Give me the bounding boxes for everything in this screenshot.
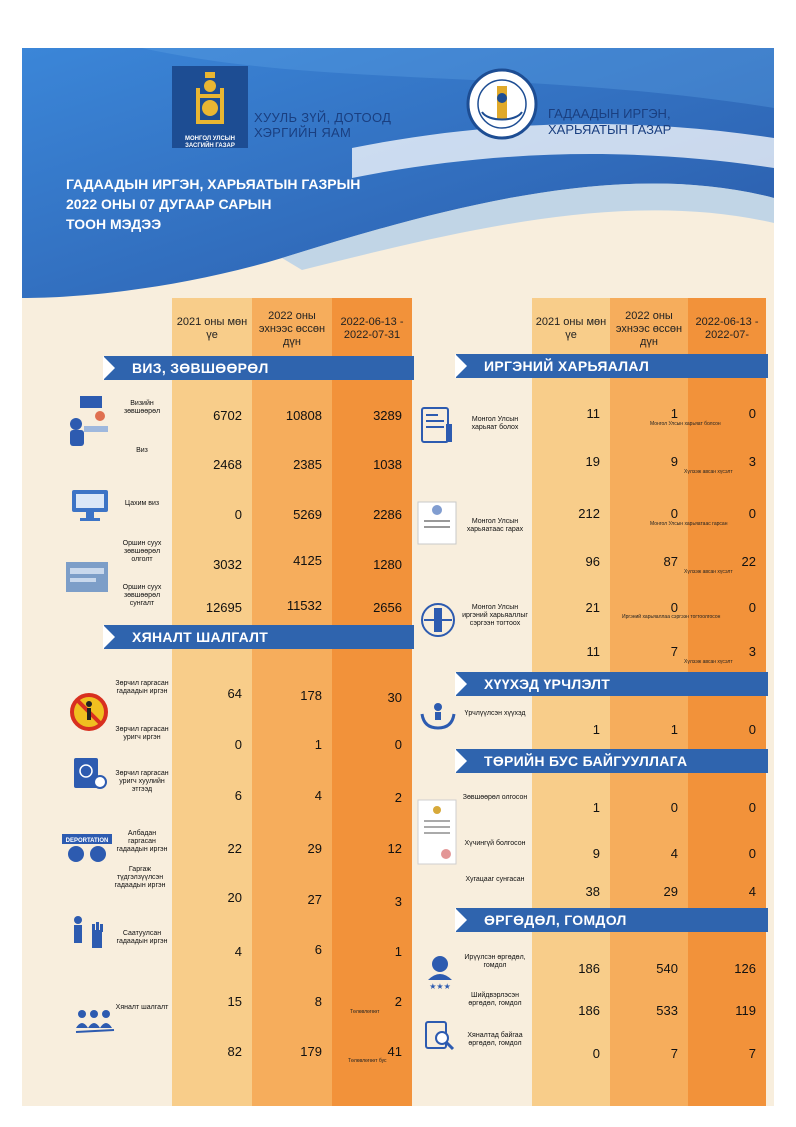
value-cell: 119 [735, 1003, 756, 1018]
value-cell: 0 [748, 506, 756, 521]
complaints-label: Хяналтад байгаа өргөдөл, гомдол [467, 1032, 523, 1047]
value-cell: 6 [234, 788, 242, 803]
value-cell: 3 [748, 454, 756, 469]
value-cell: 8 [314, 994, 322, 1009]
value-cell: 15 [227, 994, 242, 1009]
control-label: Гаргаж түдгэлзүүлсэн гадаадын иргэн [114, 866, 166, 889]
section-ngo-title: ТӨРИЙН БУС БАЙГУУЛЛАГА [484, 753, 688, 769]
report-title-line-2: 2022 ОНЫ 07 ДУГААР САРЫН [66, 196, 272, 212]
right-col3-header: 2022-06-13 - 2022-07- [695, 316, 759, 341]
left-table-header [172, 300, 412, 358]
right-col1-header: 2021 оны мөн үе [535, 316, 607, 341]
no-entry-person-icon [70, 693, 108, 731]
control-label: Зөрчил гаргасан гадаадын иргэн [115, 680, 169, 695]
section-complaints-header [456, 908, 768, 932]
value-cell: 186 [578, 1003, 600, 1018]
control-label: Хяналт шалгалт [115, 1004, 169, 1011]
value-cell: 9 [670, 454, 678, 469]
header-banner [22, 48, 774, 298]
value-cell: 19 [585, 454, 600, 469]
ministry-name [254, 110, 391, 140]
value-cell: 0 [670, 506, 678, 521]
citizenship-emblem-icon [420, 602, 456, 638]
value-cell: 87 [663, 554, 678, 569]
value-cell: 5269 [293, 507, 322, 522]
section-visa-header [104, 356, 414, 380]
section-citizenship-title: ИРГЭНИЙ ХАРЬЯАЛАЛ [484, 358, 650, 374]
value-cell: 186 [578, 961, 600, 976]
value-cell: 2656 [373, 600, 402, 615]
value-cell: 3 [394, 894, 402, 909]
passport-check-icon [72, 756, 108, 792]
agency-line-2: ХАРЬЯАТЫН ГАЗАР [548, 122, 672, 137]
right-table-header [532, 300, 766, 358]
value-cell: 1 [670, 406, 678, 421]
value-cell: 4 [314, 788, 322, 803]
value-cell: 22 [741, 554, 756, 569]
value-cell: 27 [307, 892, 322, 907]
value-note: Төлөвлөгөөт бус [348, 1058, 387, 1064]
value-note: Иргэний харьяаллаа сэргээн тогтоолгосон [622, 614, 721, 620]
value-cell: 7 [748, 1046, 756, 1061]
value-cell: 540 [656, 961, 678, 976]
section-arrow-icon [455, 354, 467, 378]
ngo-label: Хүчингүй болгосон [464, 840, 526, 847]
agency-seal-icon [466, 68, 538, 140]
control-label: Саатуулсан гадаадын иргэн [116, 930, 168, 945]
svg-text:★★★: ★★★ [429, 982, 451, 990]
section-ngo-header [456, 749, 768, 773]
value-cell: 0 [748, 406, 756, 421]
value-cell: 3 [748, 644, 756, 659]
svg-text:DEPORTATION: DEPORTATION [65, 838, 109, 844]
review-search-icon [424, 1020, 456, 1052]
value-cell: 2 [394, 994, 402, 1009]
section-arrow-icon [455, 908, 467, 932]
inspection-team-icon [74, 1008, 116, 1034]
value-cell: 1038 [373, 457, 402, 472]
value-cell: 0 [394, 737, 402, 752]
left-col2-header: 2022 оны эхнээс өссөн дүн [258, 309, 326, 348]
section-control-header [104, 625, 414, 649]
child-adoption-icon [420, 700, 456, 732]
control-label: Зөрчил гаргасан уригч иргэн [115, 726, 169, 741]
value-cell: 2468 [213, 457, 242, 472]
citizenship-label: Монгол Улсын иргэний харьяаллыг сэргээн тогтоох [462, 604, 528, 627]
value-cell: 1 [592, 722, 600, 737]
section-citizenship-header [456, 354, 768, 378]
value-note: Хүлээж авсан хүсэлт [684, 659, 733, 665]
infographic-sheet [22, 48, 774, 1106]
ministry-line-1: ХУУЛЬ ЗҮЙ, ДОТООД [254, 110, 392, 125]
value-cell: 9 [592, 846, 600, 861]
value-cell: 30 [387, 690, 402, 705]
section-control-title: ХЯНАЛТ ШАЛГАЛТ [132, 629, 269, 645]
section-complaints-title: ӨРГӨДӨЛ, ГОМДОЛ [484, 912, 627, 928]
value-cell: 1 [394, 944, 402, 959]
ngo-label: Зөвшөөрөл олгосон [462, 794, 528, 801]
value-cell: 7 [670, 644, 678, 659]
value-cell: 0 [670, 600, 678, 615]
value-cell: 21 [585, 600, 600, 615]
report-title-line-1: ГАДААДЫН ИРГЭН, ХАРЬЯАТЫН ГАЗРЫН [66, 176, 361, 192]
value-cell: 0 [234, 737, 242, 752]
visa-label: Виз [136, 447, 148, 454]
value-cell: 4125 [293, 553, 322, 568]
visa-label: Оршин суух зөвшөөрөл олголт [122, 540, 162, 563]
value-note: Хүлээж авсан хүсэлт [684, 569, 733, 575]
value-cell: 29 [663, 884, 678, 899]
control-label: Зөрчил гаргасан уригч хуулийн этгээд [115, 770, 169, 793]
report-title [66, 174, 360, 234]
value-cell: 1 [592, 800, 600, 815]
value-cell: 6 [314, 942, 322, 957]
ngo-label: Хугацааг сунгасан [465, 876, 525, 883]
value-cell: 1 [670, 722, 678, 737]
value-cell: 2286 [373, 507, 402, 522]
value-note: Монгол Улсын харьяат болсон [650, 421, 721, 427]
value-cell: 533 [656, 1003, 678, 1018]
value-cell: 0 [748, 846, 756, 861]
value-cell: 178 [300, 688, 322, 703]
value-cell: 38 [585, 884, 600, 899]
value-note: Монгол Улсын харьяатаас гарсан [650, 521, 728, 527]
visa-label: Цахим виз [124, 500, 160, 507]
visa-label: Оршин суух зөвшөөрөл сунгалт [122, 584, 162, 607]
value-cell: 29 [307, 841, 322, 856]
value-cell: 82 [227, 1044, 242, 1059]
value-cell: 0 [592, 1046, 600, 1061]
value-cell: 22 [227, 841, 242, 856]
citizenship-label: Монгол Улсын харьяатаас гарах [466, 518, 524, 533]
value-cell: 0 [748, 600, 756, 615]
value-note: Хүлээж авсан хүсэлт [684, 469, 733, 475]
value-cell: 0 [234, 507, 242, 522]
section-arrow-icon [455, 672, 467, 696]
section-arrow-icon [103, 625, 115, 649]
value-cell: 11 [586, 406, 600, 421]
value-cell: 2385 [293, 457, 322, 472]
value-cell: 4 [234, 944, 242, 959]
citizenship-label: Монгол Улсын харьяат болох [471, 416, 519, 431]
section-arrow-icon [455, 749, 467, 773]
complaints-label: Шийдвэрлэсэн өргөдөл, гомдол [468, 992, 522, 1007]
value-cell: 41 [387, 1044, 402, 1059]
complaints-label: Ирүүлсэн өргөдөл, гомдол [464, 954, 526, 969]
right-col2-header: 2022 оны эхнээс өссөн дүн [615, 309, 683, 348]
value-cell: 96 [585, 554, 600, 569]
left-col1-header: 2021 оны мөн үе [176, 316, 248, 341]
value-cell: 10808 [285, 408, 322, 423]
government-logo-text: МОНГОЛ УЛСЫН ЗАСГИЙН ГАЗАР [185, 136, 235, 149]
visa-office-icon [66, 394, 114, 452]
value-cell: 179 [300, 1044, 322, 1059]
value-cell: 0 [748, 800, 756, 815]
section-arrow-icon [103, 356, 115, 380]
value-cell: 1 [314, 737, 322, 752]
value-cell: 126 [734, 961, 756, 976]
value-cell: 7 [670, 1046, 678, 1061]
value-cell: 1280 [373, 557, 402, 572]
visa-label: Визийн зөвшөөрөл [123, 400, 161, 415]
value-cell: 3289 [373, 408, 402, 423]
soyombo-icon [172, 66, 248, 132]
value-cell: 212 [578, 506, 600, 521]
agency-name [548, 106, 671, 138]
ngo-certificate-icon [416, 798, 460, 868]
value-cell: 12695 [205, 600, 242, 615]
value-cell: 64 [227, 686, 242, 701]
section-visa-title: ВИЗ, ЗӨВШӨӨРӨЛ [132, 360, 269, 376]
citizenship-document-icon [420, 406, 456, 446]
adoption-label: Үрчлүүлсэн хүүхэд [464, 710, 526, 717]
value-cell: 0 [670, 800, 678, 815]
section-adoption-header [456, 672, 768, 696]
left-col3-header: 2022-06-13 - 2022-07-31 [340, 316, 404, 341]
value-cell: 0 [748, 722, 756, 737]
value-cell: 12 [387, 841, 402, 856]
value-cell: 11532 [286, 598, 322, 613]
value-cell: 11 [586, 644, 600, 659]
value-cell: 3032 [213, 557, 242, 572]
ministry-line-2: ХЭРГИЙН ЯАМ [254, 125, 352, 140]
report-title-line-3: ТООН МЭДЭЭ [66, 216, 162, 232]
control-label: Албадан гаргасан гадаадын иргэн [116, 830, 168, 853]
value-cell: 6702 [213, 408, 242, 423]
value-cell: 20 [227, 890, 242, 905]
certificate-document-icon [416, 500, 460, 546]
deportation-icon [62, 834, 112, 864]
value-note: Төлөвлөгөөт [350, 1009, 380, 1015]
value-cell: 4 [748, 884, 756, 899]
agency-line-1: ГАДААДЫН ИРГЭН, [548, 106, 671, 121]
e-visa-icon [70, 488, 110, 522]
detained-person-icon [70, 914, 110, 950]
support-agent-icon [422, 952, 458, 990]
residence-card-icon [66, 562, 108, 592]
value-cell: 2 [394, 790, 402, 805]
value-cell: 4 [670, 846, 678, 861]
section-adoption-title: ХҮҮХЭД ҮРЧЛЭЛТ [484, 676, 611, 692]
